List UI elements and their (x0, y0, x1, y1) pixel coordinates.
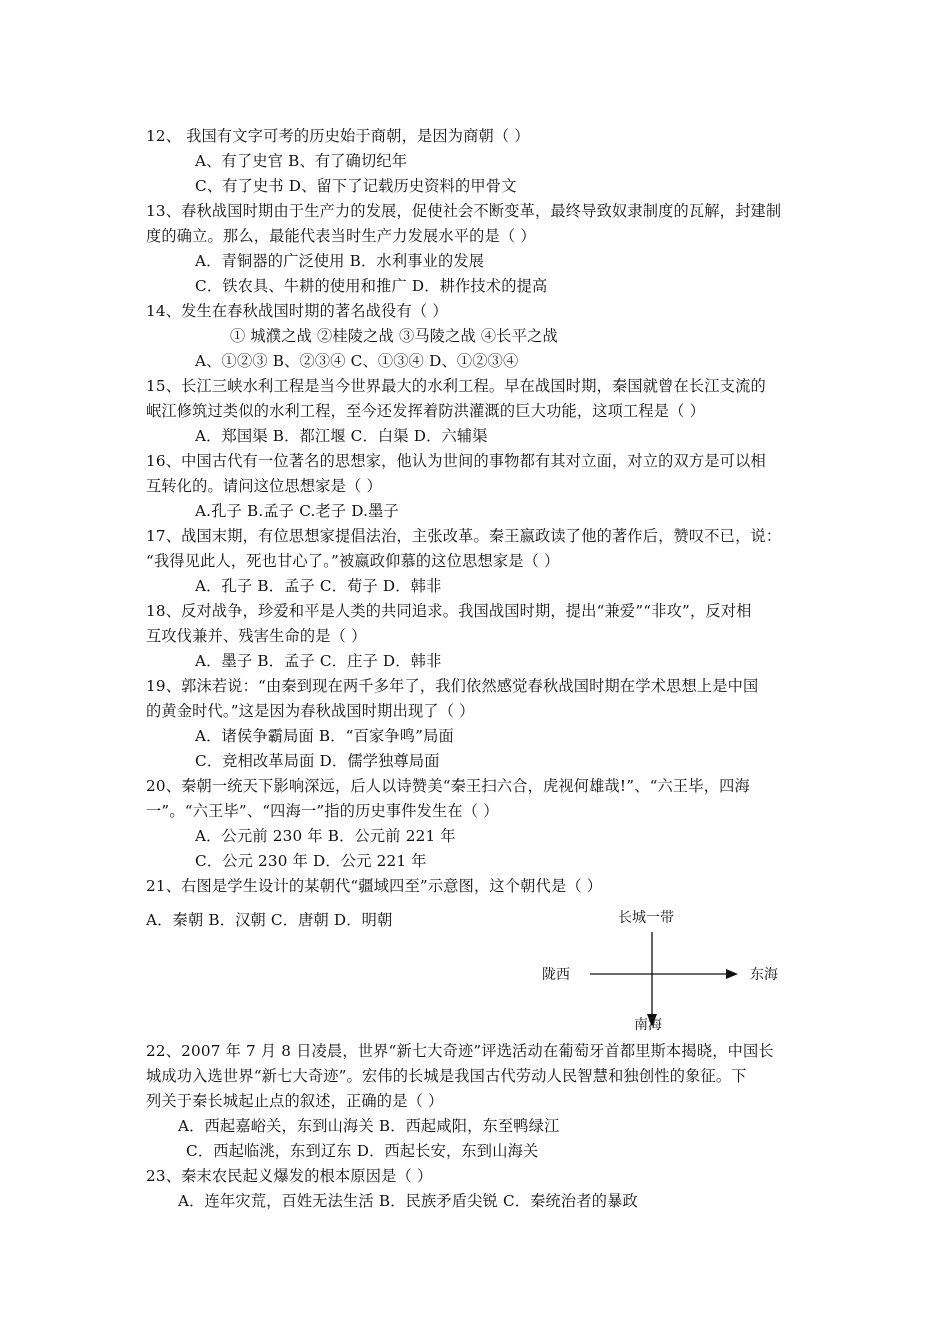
q17-stem-line1: 17、战国末期，有位思想家提倡法治，主张改革。秦王嬴政读了他的著作后，赞叹不已，说： (146, 527, 782, 545)
q16-options: A.孔子 B.孟子 C.老子 D.墨子 (195, 502, 399, 520)
q15-stem-line1: 15、长江三峡水利工程是当今世界最大的水利工程。早在战国时期，秦国就曾在长江支流的 (146, 377, 766, 395)
diagram-east-label: 东海 (750, 967, 778, 983)
q12-stem: 12、 我国有文字可考的历史始于商朝，是因为商朝（ ） (146, 127, 530, 145)
q22-stem-line1: 22、2007 年 7 月 8 日凌晨，世界“新七大奇迹”评选活动在葡萄牙首都里斯本揭晓，中国长 (146, 1042, 774, 1060)
q16-stem-line2: 互转化的。请问这位思想家是（ ） (146, 477, 382, 495)
q20-options-ab: A．公元前 230 年 B．公元前 221 年 (195, 827, 456, 845)
q21-stem: 21、右图是学生设计的某朝代“疆域四至”示意图，这个朝代是（ ） (146, 877, 603, 895)
q23-options: A．连年灾荒，百姓无法生活 B．民族矛盾尖锐 C．秦统治者的暴政 (178, 1192, 638, 1210)
q22-options-cd: C．西起临洮，东到辽东 D．西起长安，东到山海关 (186, 1142, 539, 1160)
q22-options-ab: A．西起嘉峪关，东到山海关 B．西起咸阳，东至鸭绿江 (178, 1117, 560, 1135)
q19-stem-line1: 19、郭沫若说：“由秦到现在两千多年了，我们依然感觉春秋战国时期在学术思想上是中国 (146, 677, 759, 695)
q12-options-cd: C、有了史书 D、留下了记载历史资料的甲骨文 (195, 177, 517, 195)
q20-stem-line2: 一”。“六王毕”、“四海一”指的历史事件发生在（ ） (146, 802, 499, 820)
q12-options-ab: A、有了史官 B、有了确切纪年 (195, 152, 408, 170)
q18-options: A．墨子 B．孟子 C．庄子 D．韩非 (195, 652, 442, 670)
q19-options-cd: C．竞相改革局面 D．儒学独尊局面 (195, 752, 440, 770)
q13-options-cd: C．铁农具、牛耕的使用和推广 D．耕作技术的提高 (195, 277, 548, 295)
q20-stem-line1: 20、秦朝一统天下影响深远，后人以诗赞美“秦王扫六合，虎视何雄哉!”、“六王毕，四海 (146, 777, 750, 795)
q17-options: A．孔子 B．孟子 C．荀子 D．韩非 (195, 577, 442, 595)
q19-options-ab: A．诸侯争霸局面 B．“百家争鸣”局面 (195, 727, 454, 745)
diagram-east-arrowhead (726, 969, 738, 979)
diagram-south-label: 南海 (634, 1017, 662, 1033)
q22-stem-line3: 列关于秦长城起止点的叙述，正确的是（ ） (146, 1092, 444, 1110)
q17-stem-line2: “我得见此人，死也甘心了。”被嬴政仰慕的这位思想家是（ ） (146, 552, 560, 570)
q16-stem-line1: 16、中国古代有一位著名的思想家，他认为世间的事物都有其对立面，对立的双方是可以相 (146, 452, 766, 470)
q13-options-ab: A．青铜器的广泛使用 B．水利事业的发展 (195, 252, 485, 270)
q18-stem-line2: 互攻伐兼并、残害生命的是（ ） (146, 627, 367, 645)
q15-options: A．郑国渠 B．都江堰 C．白渠 D．六辅渠 (195, 427, 488, 445)
q20-options-cd: C．公元 230 年 D．公元 221 年 (195, 852, 427, 870)
q22-stem-line2: 城成功入选世界“新七大奇迹”。宏伟的长城是我国古代劳动人民智慧和独创性的象征。下 (146, 1067, 747, 1085)
territory-diagram (530, 902, 800, 1040)
q14-stem: 14、发生在春秋战国时期的著名战役有（ ） (146, 302, 448, 320)
q13-stem-line2: 度的确立。那么，最能代表当时生产力发展水平的是（ ） (146, 227, 536, 245)
q13-stem-line1: 13、春秋战国时期由于生产力的发展，促使社会不断变革，最终导致奴隶制度的瓦解，封建制 (146, 202, 782, 220)
q19-stem-line2: 的黄金时代。”这是因为春秋战国时期出现了（ ） (146, 702, 475, 720)
q21-options: A．秦朝 B．汉朝 C．唐朝 D．明朝 (146, 911, 393, 929)
q15-stem-line2: 岷江修筑过类似的水利工程，至今还发挥着防洪灌溉的巨大功能，这项工程是（ ） (146, 402, 705, 420)
q14-options: A、①②③ B、②③④ C、①③④ D、①②③④ (195, 352, 519, 370)
diagram-north-label: 长城一带 (618, 910, 674, 926)
q14-battles: ① 城濮之战 ②桂陵之战 ③马陵之战 ④长平之战 (230, 327, 558, 345)
diagram-west-label: 陇西 (542, 967, 570, 983)
q23-stem: 23、秦末农民起义爆发的根本原因是（ ） (146, 1167, 433, 1185)
q18-stem-line1: 18、反对战争，珍爱和平是人类的共同追求。我国战国时期，提出“兼爱”“非攻”，反对相 (146, 602, 752, 620)
